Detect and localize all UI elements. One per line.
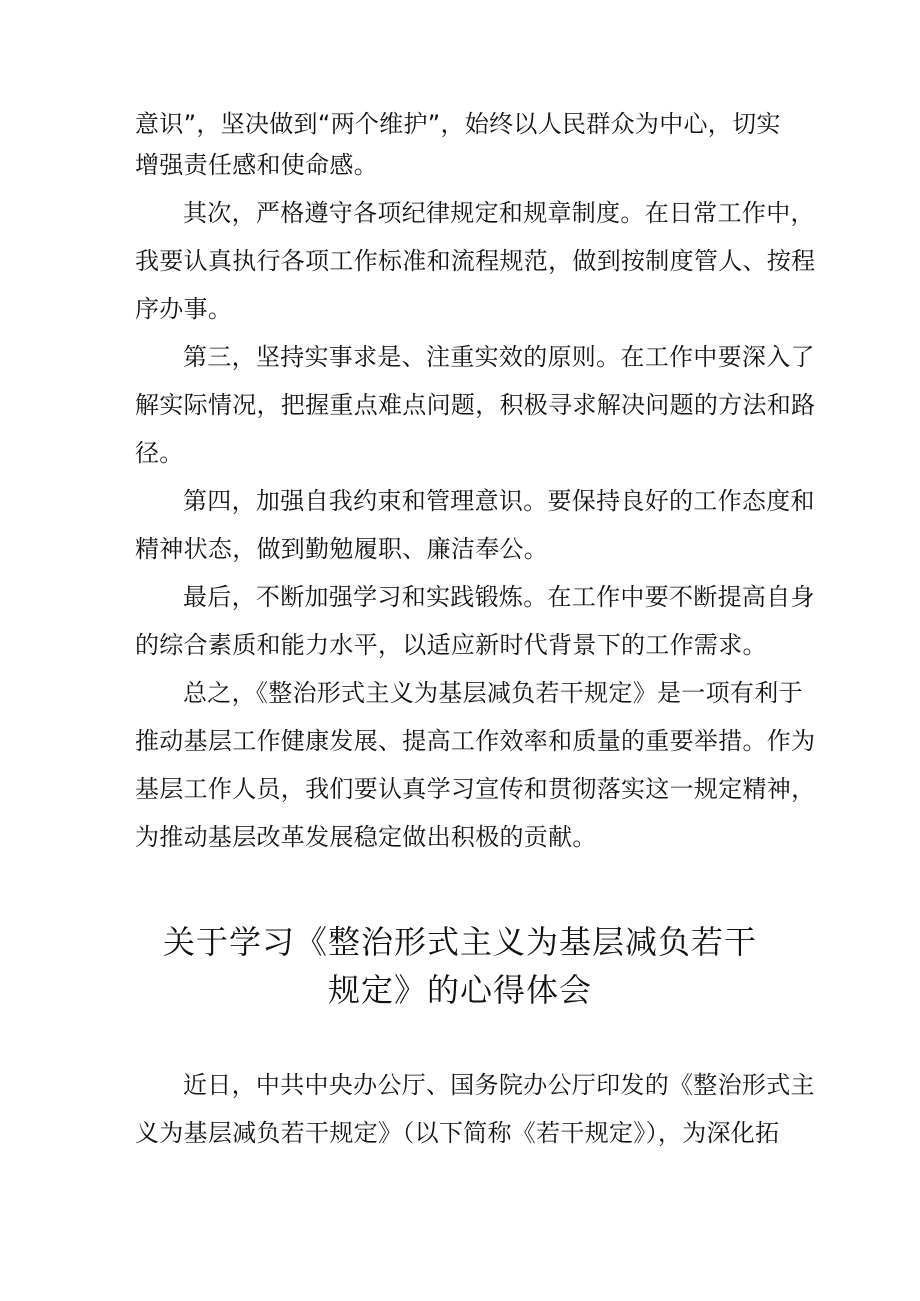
paragraph-line: 近日，中共中央办公厅、国务院办公厅印发的《整治形式主 [183,1071,815,1099]
paragraph-line: 精神状态，做到勤勉履职、廉洁奉公。 [135,535,549,563]
paragraph-line: 解实际情况，把握重点难点问题，积极寻求解决问题的方法和路 [135,391,816,419]
paragraph-line: 第三，坚持实事求是、注重实效的原则。在工作中要深入了 [183,343,815,371]
paragraph-line: 增强责任感和使命感。 [135,151,378,179]
paragraph-line: 基层工作人员，我们要认真学习宣传和贯彻落实这一规定精神， [135,775,816,803]
article-title-line: 关于学习《整治形式主义为基层减负若干 [162,923,757,961]
paragraph-line: 最后，不断加强学习和实践锻炼。在工作中要不断提高自身 [183,583,815,611]
paragraph-line: 推动基层工作健康发展、提高工作效率和质量的重要举措。作为 [135,727,816,755]
paragraph-line: 第四，加强自我约束和管理意识。要保持良好的工作态度和 [183,487,815,515]
paragraph-line: 意识”，坚决做到“两个维护”，始终以人民群众为中心，切实 [135,110,781,138]
paragraph-line: 序办事。 [135,295,233,323]
paragraph-line: 的综合素质和能力水平，以适应新时代背景下的工作需求。 [135,631,767,659]
paragraph-line: 我要认真执行各项工作标准和流程规范，做到按制度管人、按程 [135,247,816,275]
paragraph-line: 为推动基层改革发展稳定做出积极的贡献。 [135,823,597,851]
paragraph-line: 总之，《整治形式主义为基层减负若干规定》是一项有利于 [183,679,803,707]
paragraph-line: 径。 [135,439,184,467]
paragraph-line: 其次，严格遵守各项纪律规定和规章制度。在日常工作中， [183,199,815,227]
paragraph-line: 义为基层减负若干规定》（以下简称《若干规定》），为深化拓 [135,1119,780,1147]
article-title-line: 规定》的心得体会 [327,971,592,1009]
